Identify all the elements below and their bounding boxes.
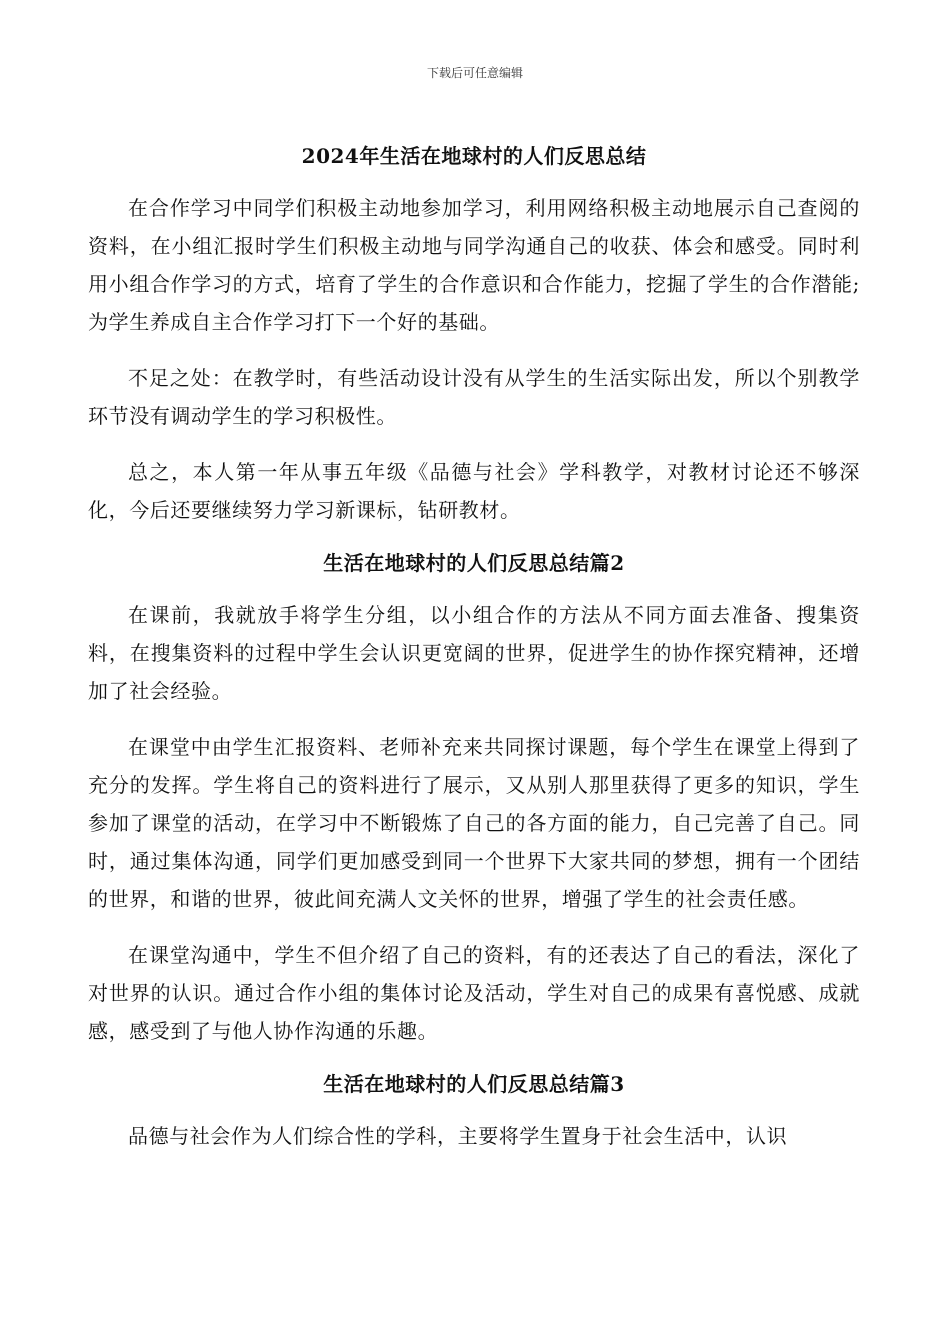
- section-heading: 生活在地球村的人们反思总结篇2: [323, 551, 625, 575]
- paragraph: 在课堂中由学生汇报资料、老师补充来共同探讨课题，每个学生在课堂上得到了充分的发挥。学生将自己的资料进行了展示，又从别人那里获得了更多的知识，学生参加了课堂的活动，在学习中不断锻炼了自己的各方面的能力，自己完善了自己。同时，通过集体沟通，同学们更加感受到同一个世界下大家共同的梦想，拥有一个团结的世界，和谐的世界，彼此间充满人文关怀的世界，增强了学生的社会责任感。: [88, 735, 860, 911]
- paragraph: 在课堂沟通中，学生不但介绍了自己的资料，有的还表达了自己的看法，深化了对世界的认识。通过合作小组的集体讨论及活动，学生对自己的成果有喜悦感、成就感，感受到了与他人协作沟通的乐趣。: [88, 943, 860, 1043]
- paragraph: 总之，本人第一年从事五年级《品德与社会》学科教学，对教材讨论还不够深化，今后还要继续努力学习新课标，钻研教材。: [88, 460, 860, 522]
- paragraph: 品德与社会作为人们综合性的学科，主要将学生置身于社会生活中，认识: [128, 1124, 788, 1148]
- paragraph: 在合作学习中同学们积极主动地参加学习，利用网络积极主动地展示自己查阅的资料，在小组汇报时学生们积极主动地与同学沟通自己的收获、体会和感受。同时利用小组合作学习的方式，培育了学生的合作意识和合作能力，挖掘了学生的合作潜能;为学生养成自主合作学习打下一个好的基础。: [88, 196, 860, 334]
- paragraph: 不足之处：在教学时，有些活动设计没有从学生的生活实际出发，所以个别教学环节没有调动学生的学习积极性。: [88, 366, 860, 428]
- section-heading: 生活在地球村的人们反思总结篇3: [323, 1072, 625, 1096]
- page-header: 下载后可任意编辑: [426, 66, 523, 80]
- paragraph: 在课前，我就放手将学生分组，以小组合作的方法从不同方面去准备、搜集资料，在搜集资料的过程中学生会认识更宽阔的世界，促进学生的协作探究精神，还增加了社会经验。: [88, 603, 860, 703]
- document-title: 2024年生活在地球村的人们反思总结: [301, 144, 647, 168]
- document-body: [88, 140, 860, 1173]
